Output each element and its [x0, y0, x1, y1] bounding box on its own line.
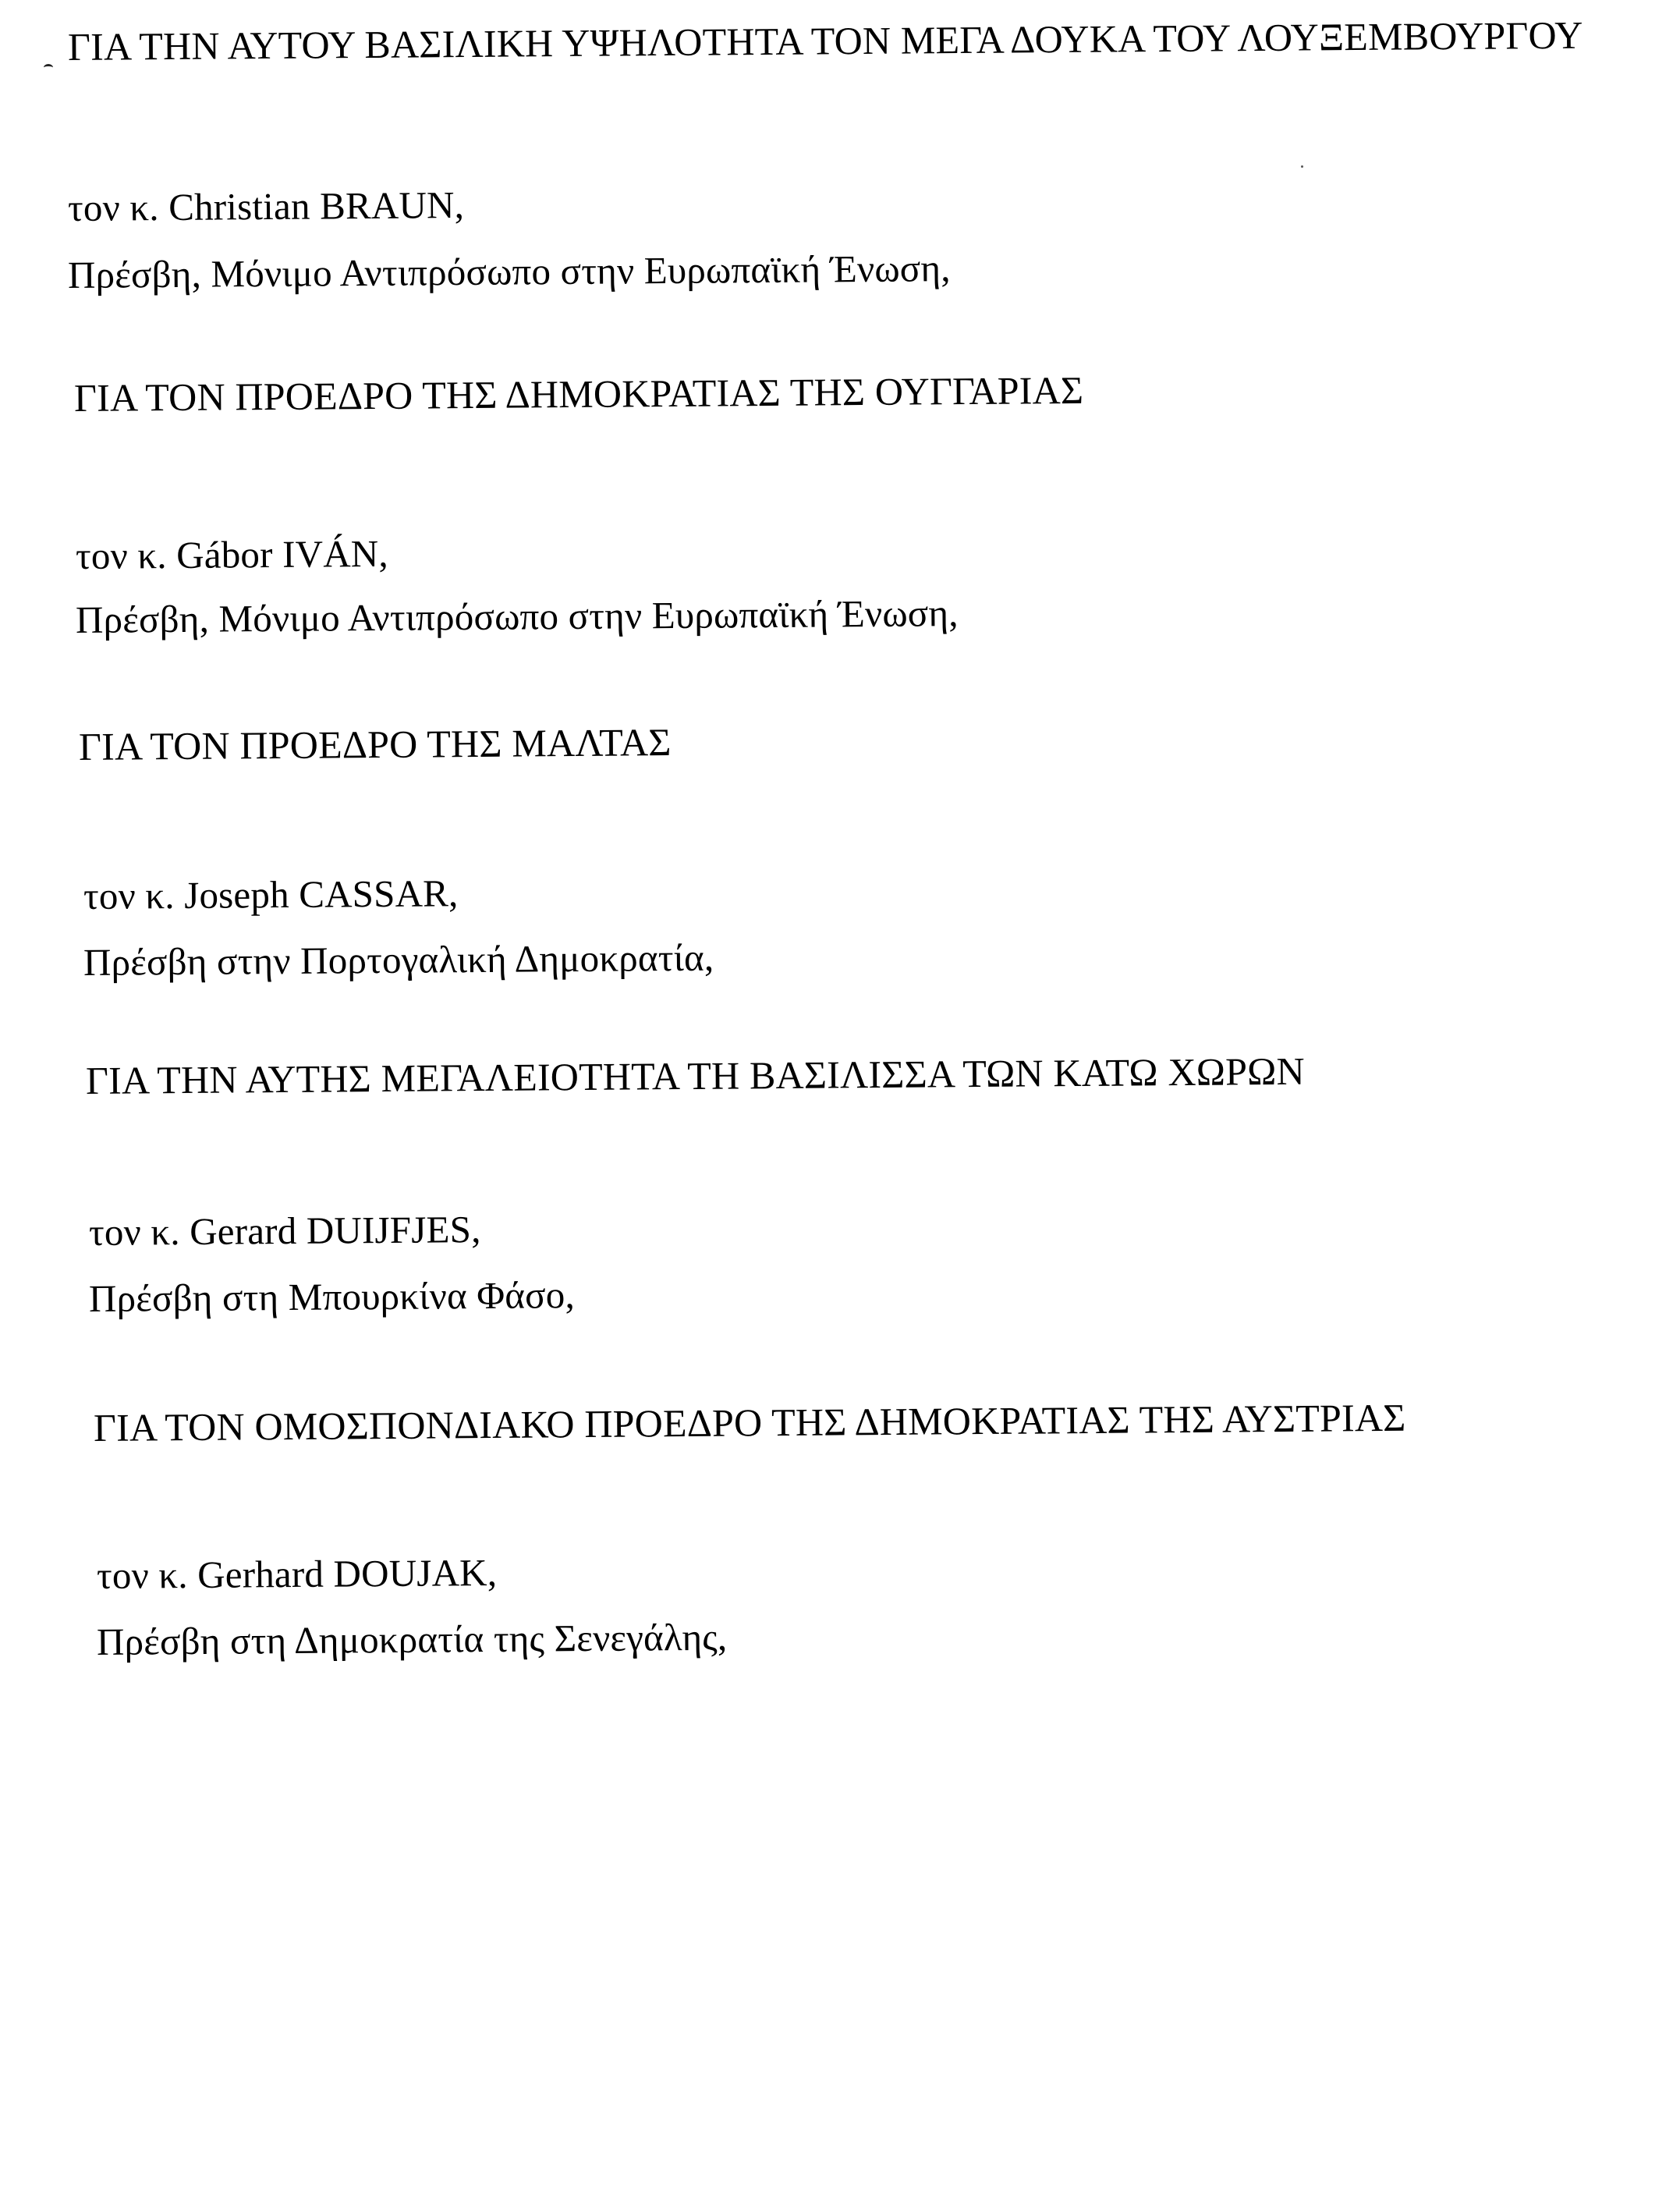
scan-artifact-dot: [1301, 165, 1303, 168]
name-line-ivan: τον κ. Gábor IVÁN,: [75, 531, 389, 577]
heading-netherlands: ΓΙΑ ΤΗΝ ΑΥΤΗΣ ΜΕΓΑΛΕΙΟΤΗΤΑ ΤΗ ΒΑΣΙΛΙΣΣΑ ΤΩΝ ΚΑΤΩ ΧΩΡΩΝ: [85, 1049, 1305, 1102]
title-line-doujak: Πρέσβη στη Δημοκρατία της Σενεγάλης,: [96, 1615, 728, 1663]
name-line-braun: τον κ. Christian BRAUN,: [67, 183, 465, 229]
name-line-cassar: τον κ. Joseph CASSAR,: [83, 871, 459, 917]
heading-austria: ΓΙΑ ΤΟΝ ΟΜΟΣΠΟΝΔΙΑΚΟ ΠΡΟΕΔΡΟ ΤΗΣ ΔΗΜΟΚΡΑΤΙΑΣ ΤΗΣ ΑΥΣΤΡΙΑΣ: [93, 1395, 1406, 1450]
title-line-duijfjes: Πρέσβη στη Μπουρκίνα Φάσο,: [88, 1273, 576, 1320]
heading-malta: ΓΙΑ ΤΟΝ ΠΡΟΕΔΡΟ ΤΗΣ ΜΑΛΤΑΣ: [78, 720, 672, 768]
title-line-ivan: Πρέσβη, Μόνιμο Αντιπρόσωπο στην Ευρωπαϊκή Ένωση,: [75, 591, 959, 641]
title-line-cassar: Πρέσβη στην Πορτογαλική Δημοκρατία,: [83, 935, 714, 984]
name-line-duijfjes: τον κ. Gerard DUIJFJES,: [88, 1208, 481, 1254]
scan-artifact-mark: [44, 64, 53, 71]
name-line-doujak: τον κ. Gerhard DOUJAK,: [96, 1550, 498, 1597]
title-line-braun: Πρέσβη, Μόνιμο Αντιπρόσωπο στην Ευρωπαϊκή Ένωση,: [67, 247, 951, 296]
heading-luxembourg: ΓΙΑ ΤΗΝ ΑΥΤΟΥ ΒΑΣΙΛΙΚΗ ΥΨΗΛΟΤΗΤΑ ΤΟΝ ΜΕΓΑ ΔΟΥΚΑ ΤΟΥ ΛΟΥΞΕΜΒΟΥΡΓΟΥ: [67, 12, 1583, 69]
heading-hungary: ΓΙΑ ΤΟΝ ΠΡΟΕΔΡΟ ΤΗΣ ΔΗΜΟΚΡΑΤΙΑΣ ΤΗΣ ΟΥΓΓΑΡΙΑΣ: [73, 367, 1084, 420]
